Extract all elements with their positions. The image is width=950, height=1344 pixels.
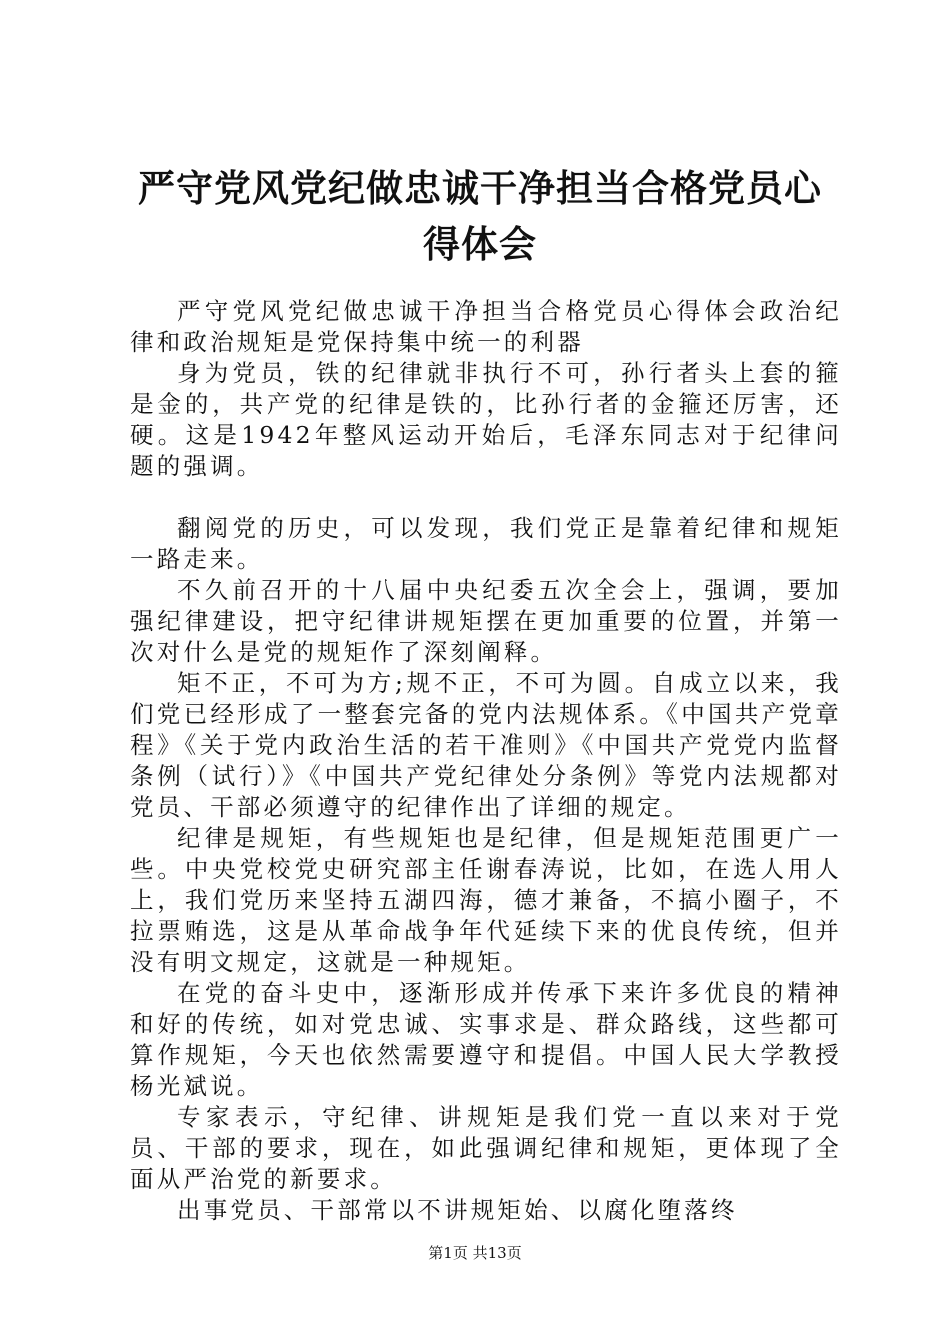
paragraph: 出事党员、干部常以不讲规矩始、以腐化堕落终	[177, 1196, 738, 1224]
paragraph: 不久前召开的十八届中央纪委五次全会上，强调，要加强纪律建设，把守纪律讲规矩摆在更加重要的位置，并第一次对什么是党的规矩作了深刻阐释。	[130, 576, 842, 666]
paragraph: 严守党风党纪做忠诚干净担当合格党员心得体会政治纪律和政治规矩是党保持集中统一的利器	[130, 297, 842, 356]
paragraph: 身为党员，铁的纪律就非执行不可，孙行者头上套的箍是金的，共产党的纪律是铁的，比孙行者的金箍还厉害，还硬。这是1942年整风运动开始后，毛泽东同志对于纪律问题的强调。	[130, 359, 842, 480]
document-title: 严守党风党纪做忠诚干净担当合格党员心得体会	[138, 166, 822, 266]
paragraph: 专家表示，守纪律、讲规矩是我们党一直以来对于党员、干部的要求，现在，如此强调纪律和规矩，更体现了全面从严治党的新要求。	[130, 1103, 842, 1193]
paragraph: 在党的奋斗史中，逐渐形成并传承下来许多优良的精神和好的传统，如对党忠诚、实事求是、群众路线，这些都可算作规矩，今天也依然需要遵守和提倡。中国人民大学教授杨光斌说。	[130, 979, 842, 1100]
paragraph: 纪律是规矩，有些规矩也是纪律，但是规矩范围更广一些。中央党校党史研究部主任谢春涛说，比如，在选人用人上，我们党历来坚持五湖四海，德才兼备，不搞小圈子，不拉票贿选，这是从革命战争年代延续下来的优良传统，但并没有明文规定，这就是一种规矩。	[130, 824, 842, 976]
paragraph: 矩不正，不可为方;规不正，不可为圆。自成立以来，我们党已经形成了一整套完备的党内法规体系。《中国共产党章程》《关于党内政治生活的若干准则》《中国共产党党内监督条例（试行）》《中国共产党纪律处分条例》等党内法规都对党员、干部必须遵守的纪律作出了详细的规定。	[130, 669, 842, 821]
paragraph: 翻阅党的历史，可以发现，我们党正是靠着纪律和规矩一路走来。	[130, 514, 842, 573]
page-number-footer: 第1页 共13页	[428, 1244, 522, 1262]
document-body	[130, 296, 842, 1226]
